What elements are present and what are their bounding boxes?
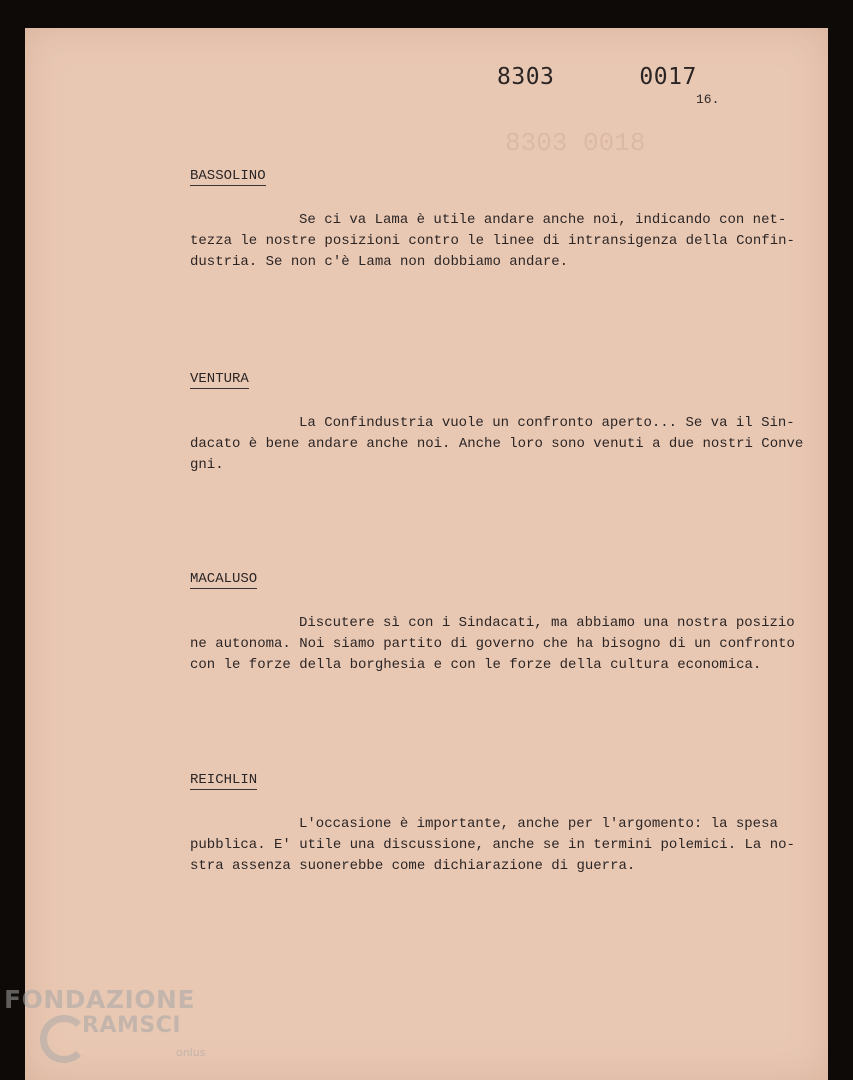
document-page — [25, 28, 828, 1080]
speaker-name: MACALUSO — [190, 571, 258, 587]
speech-text — [190, 210, 795, 273]
watermark-suffix: onlus — [176, 1046, 206, 1059]
speech-line: L'occasione è importante, anche per l'argomento: la spesa — [299, 816, 778, 832]
speech-line: Discutere sì con i Sindacati, ma abbiamo una nostra posizio — [299, 615, 795, 631]
speech-line: ne autonoma. Noi siamo partito di governo che ha bisogno di un confronto — [190, 636, 795, 652]
speech-section-bassolino — [190, 168, 795, 273]
speech-line: dustria. Se non c'è Lama non dobbiamo andare. — [190, 254, 569, 270]
speaker-name: REICHLIN — [190, 772, 258, 788]
speech-text — [190, 814, 795, 877]
speech-section-reichlin — [190, 772, 795, 877]
speech-section-ventura — [190, 371, 804, 476]
speech-section-macaluso — [190, 571, 795, 676]
archive-number: 8303 0017 — [497, 64, 697, 90]
watermark-line2: RAMSCI — [82, 1013, 182, 1038]
speech-line: stra assenza suonerebbe come dichiarazione di guerra. — [190, 858, 636, 874]
watermark-line1: FONDAZIONE — [4, 985, 196, 1014]
bleed-through-text: 8303 0018 — [505, 128, 646, 158]
speech-line: tezza le nostre posizioni contro le linee di intransigenza della Confin- — [190, 233, 795, 249]
speech-line: Se ci va Lama è utile andare anche noi, indicando con net- — [299, 212, 787, 228]
fondazione-gramsci-watermark — [4, 985, 219, 1075]
speech-text — [190, 613, 795, 676]
speech-line: pubblica. E' utile una discussione, anche se in termini polemici. La no- — [190, 837, 795, 853]
speaker-name: BASSOLINO — [190, 168, 266, 184]
speech-text — [190, 413, 804, 476]
watermark-g-icon — [40, 1015, 88, 1063]
speech-line: con le forze della borghesia e con le forze della cultura economica. — [190, 657, 762, 673]
speech-line: gni. — [190, 457, 224, 473]
speech-line: dacato è bene andare anche noi. Anche loro sono venuti a due nostri Conve — [190, 436, 804, 452]
speaker-name: VENTURA — [190, 371, 249, 387]
page-number: 16. — [696, 92, 720, 107]
speech-line: La Confindustria vuole un confronto aperto... Se va il Sin- — [299, 415, 795, 431]
